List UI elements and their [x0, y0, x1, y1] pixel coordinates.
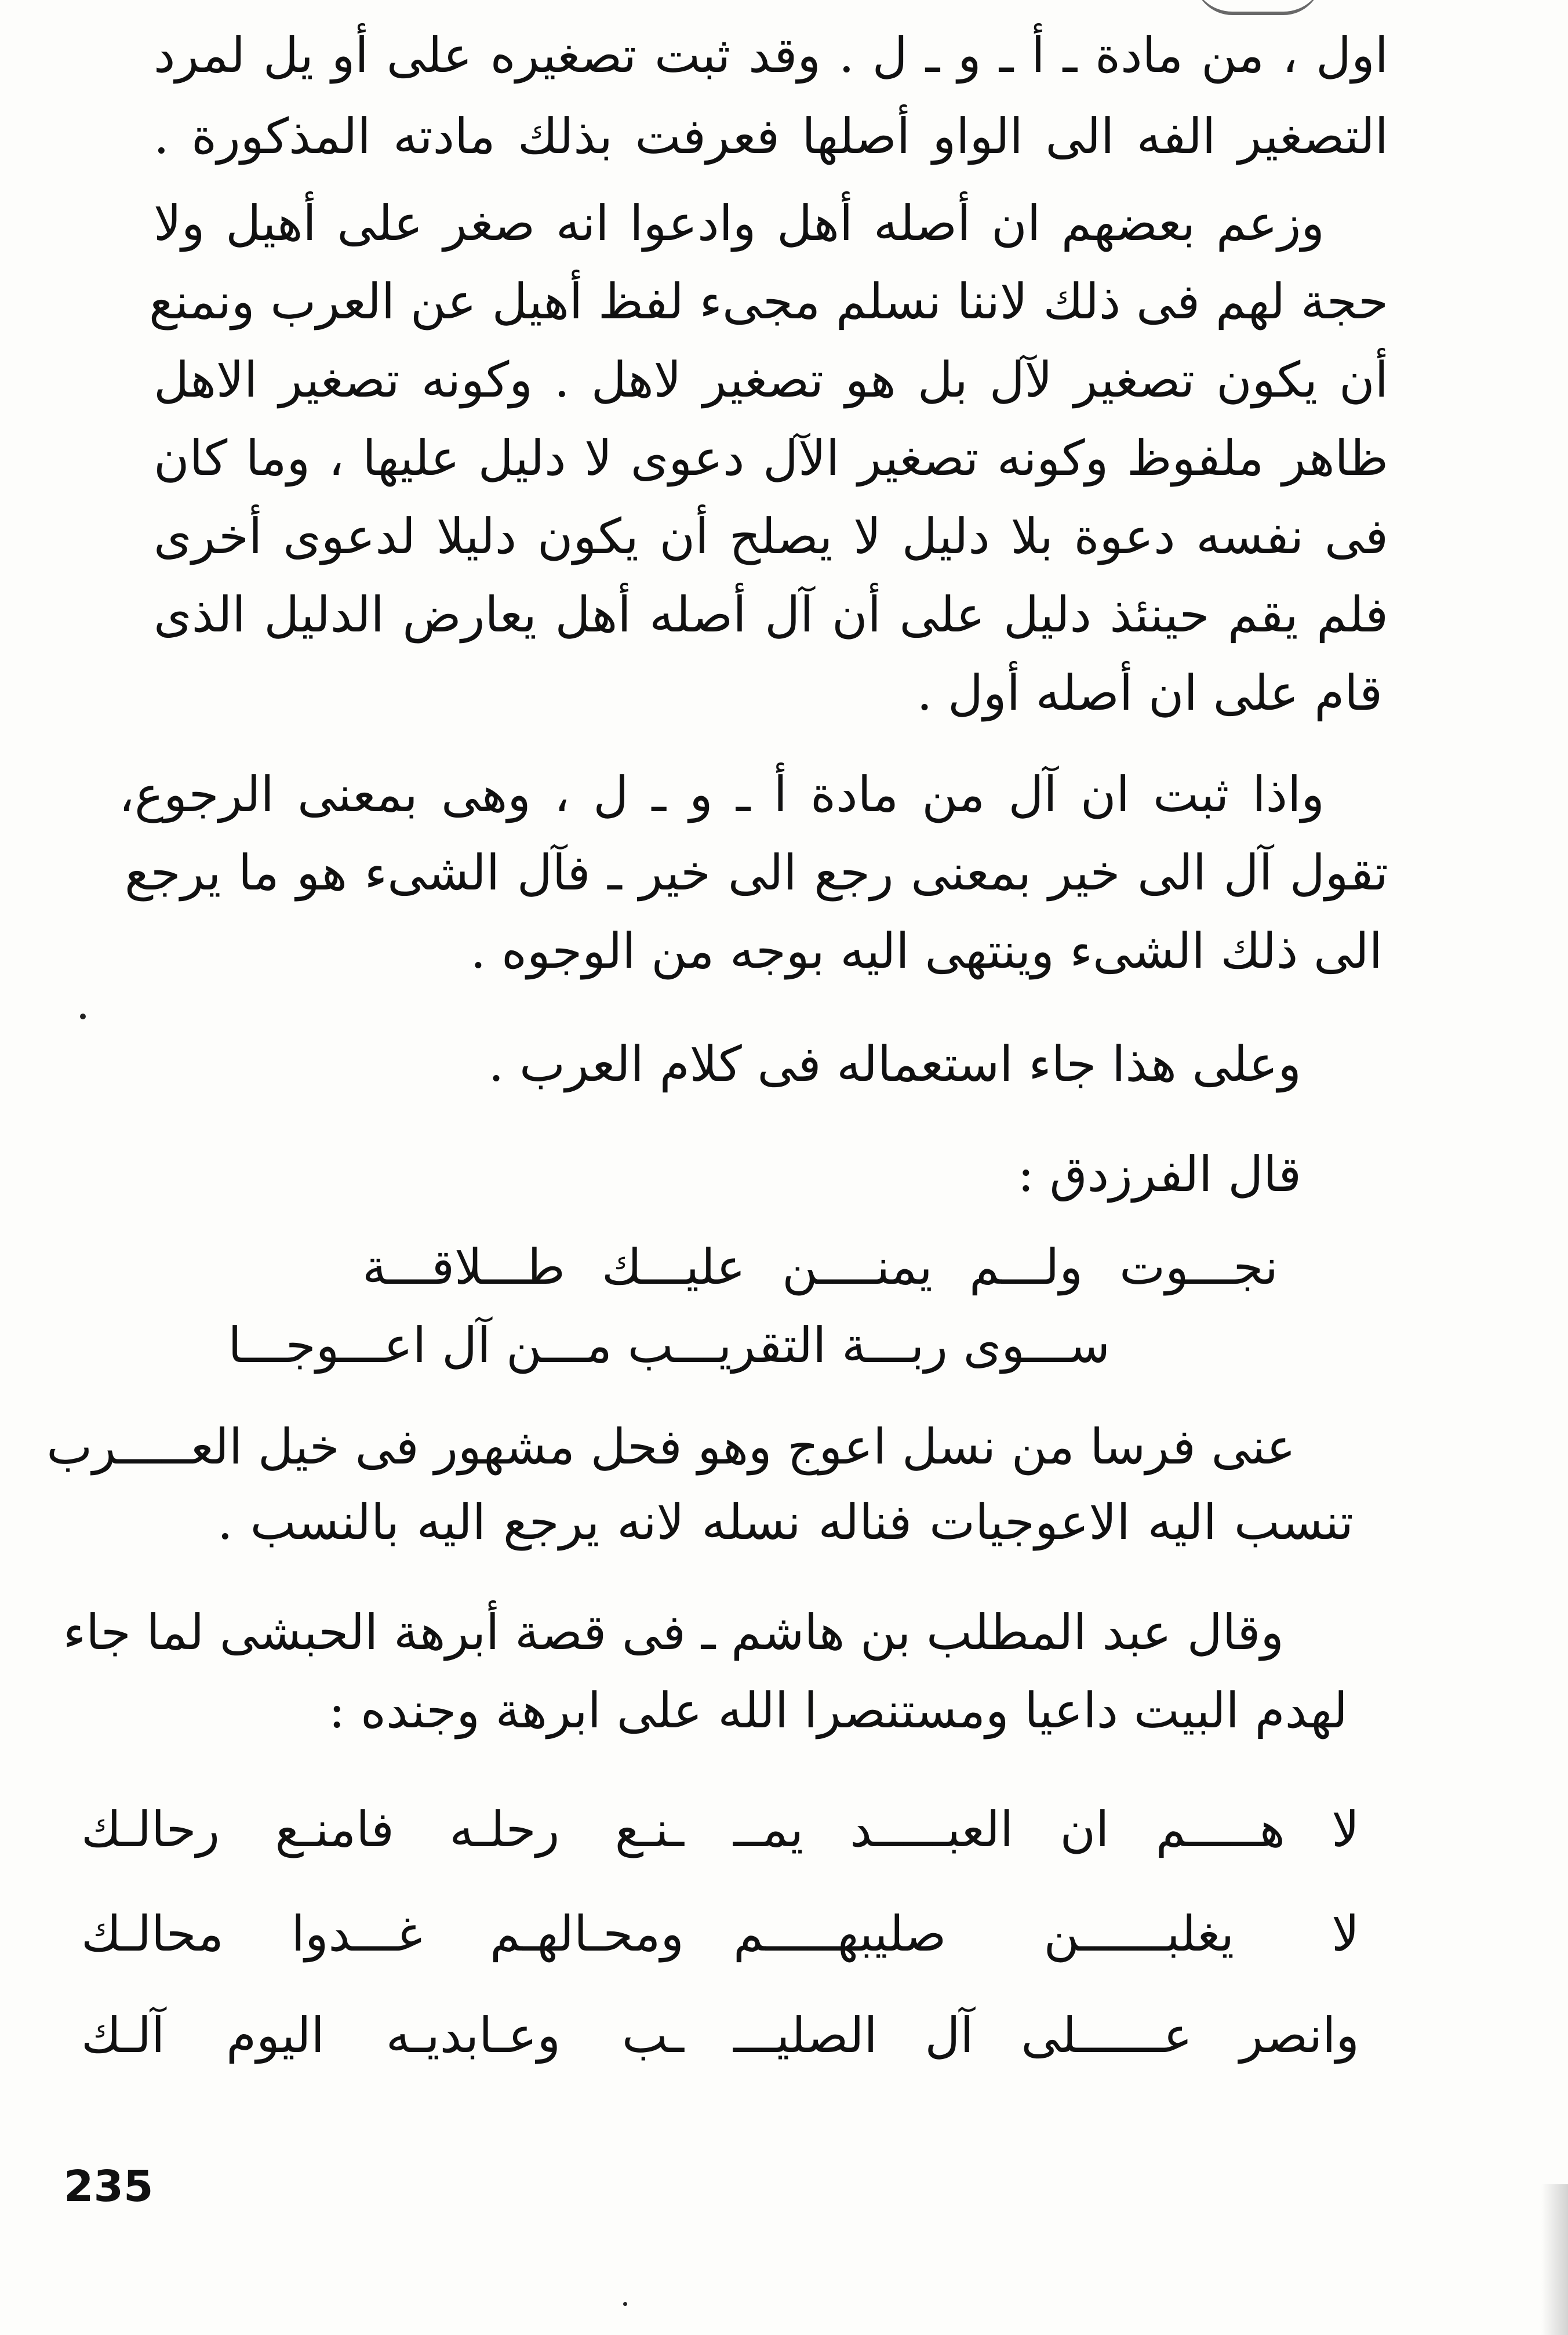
- scan-speck: [623, 2302, 627, 2306]
- paragraph-4-line-1: وعلى هذا جاء استعماله فى كلام العرب .: [488, 1036, 1301, 1092]
- paragraph-2-line-6: فلم يقم حينئذ دليل على أن آل أصله أهل يعارض الدليل الذى: [154, 586, 1388, 643]
- paragraph-2-line-4: ظاهر ملفوظ وكونه تصغير الآل دعوى لا دليل عليها ، وما كان: [154, 430, 1388, 486]
- paragraph-1-line-2: التصغير الفه الى الواو أصلها فعرفت بذلك مادته المذكورة .: [154, 108, 1388, 165]
- verse-2-line-3-left: ـب وعـابديـه اليوم آلـك: [81, 2007, 684, 2064]
- scan-edge-shadow: [1541, 2184, 1568, 2335]
- paragraph-2-line-2: حجة لهم فى ذلك لاننا نسلم مجىء لفظ أهيل عن العرب ونمنع: [149, 273, 1388, 330]
- verse-2-line-1-right: لا هـــــم ان العبـــــد يمــ: [733, 1801, 1359, 1858]
- paragraph-2-line-3: أن يكون تصغير لآل بل هو تصغير لاهل . وكونه تصغير الاهل: [154, 351, 1388, 408]
- paragraph-5-line-2: تنسب اليه الاعوجيات فناله نسله لانه يرجع اليه بالنسب .: [217, 1494, 1354, 1550]
- verse-2-line-2-right: لا يغلبــــــن صليبهـــــم: [733, 1905, 1359, 1962]
- verse-1-line-1: نجـــوت ولـــم يمنــــن عليـــك طـــلاقـــة: [362, 1239, 1278, 1295]
- paragraph-3-line-1: واذا ثبت ان آل من مادة أ ـ و ـ ل ، وهى بمعنى الرجوع،: [119, 766, 1325, 823]
- paragraph-6-line-1: وقال عبد المطلب بن هاشم ـ فى قصة أبرهة الحبشى لما جاء: [63, 1604, 1284, 1661]
- paragraph-3-line-2: تقول آل الى خير بمعنى رجع الى خير ـ فآل الشىء هو ما يرجع: [125, 844, 1388, 901]
- paragraph-5-line-1: عنى فرسا من نسل اعوج وهو فحل مشهور فى خيل العـــــرب: [46, 1418, 1296, 1475]
- verse-2-line-2-left: ومحـالهـم غـــدوا محالـك: [81, 1905, 684, 1962]
- verse-1-line-2: ســـوى ربـــة التقريـــب مـــن آل اعـــوجـــا: [228, 1317, 1110, 1374]
- paragraph-6-line-2: لهدم البيت داعيا ومستنصرا الله على ابرهة وجنده :: [328, 1682, 1348, 1739]
- scan-speck: [80, 1014, 86, 1019]
- paragraph-2-line-1: وزعم بعضهم ان أصله أهل وادعوا انه صغر على أهيل ولا: [154, 195, 1325, 252]
- paragraph-1-line-1: اول ، من مادة ـ أ ـ و ـ ل . وقد ثبت تصغيره على أو يل لمرد: [154, 27, 1388, 83]
- verse-2-line-3-right: وانصر عــــــلى آل الصليـــ: [733, 2007, 1359, 2064]
- scan-artifact-arc: [1194, 0, 1322, 15]
- poet-intro: قال الفرزدق :: [1017, 1146, 1301, 1203]
- verse-2-line-1-left: ـنـع رحلـه فامنـع رحالـك: [81, 1801, 684, 1858]
- paragraph-2-line-7: قام على ان أصله أول .: [916, 664, 1383, 721]
- paragraph-2-line-5: فى نفسه دعوة بلا دليل لا يصلح أن يكون دليلا لدعوى أخرى: [154, 508, 1388, 565]
- page-number: 235: [64, 2162, 154, 2211]
- paragraph-3-line-3: الى ذلك الشىء وينتهى اليه بوجه من الوجوه .: [470, 923, 1383, 979]
